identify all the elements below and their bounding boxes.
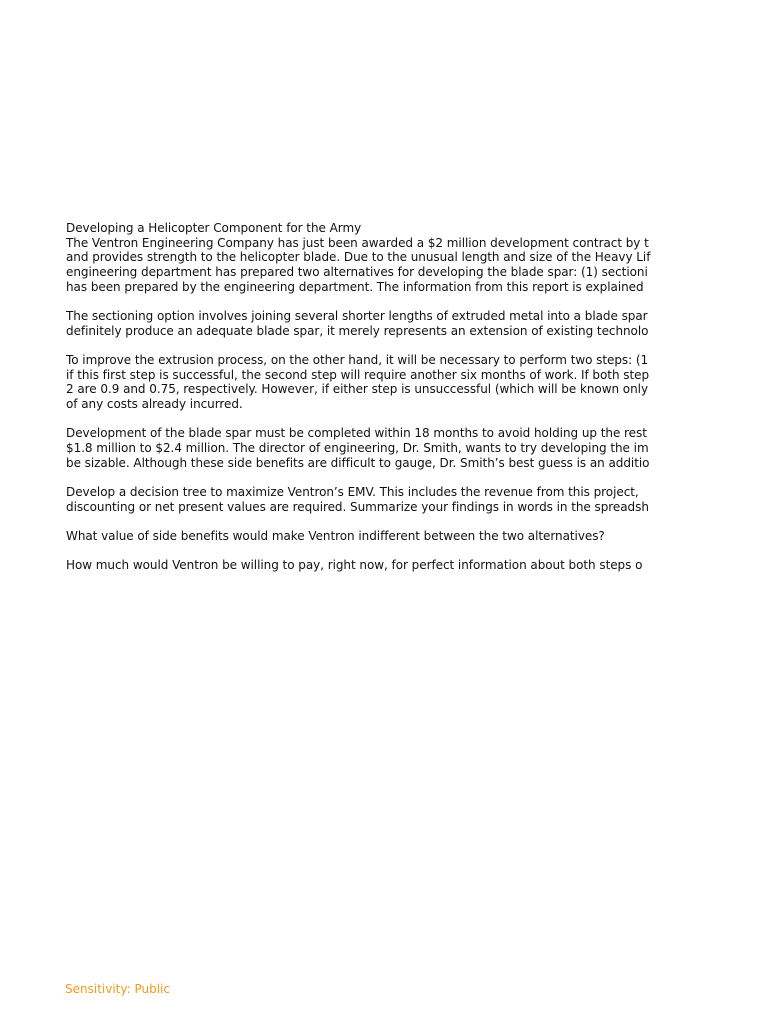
- paragraph-line: discounting or net present values are required. Summarize your findings in words in the spreadsh: [66, 499, 649, 514]
- paragraph: [66, 485, 676, 514]
- paragraph-line: Develop a decision tree to maximize Ventron’s EMV. This includes the revenue from this project,: [66, 485, 639, 499]
- paragraph-spacer: [66, 412, 676, 427]
- paragraph-line: To improve the extrusion process, on the other hand, it will be necessary to perform two steps: (1: [66, 353, 649, 367]
- paragraph-spacer: [66, 470, 676, 485]
- paragraph-line: The sectioning option involves joining several shorter lengths of extruded metal into a blade spar: [66, 309, 648, 324]
- paragraph-line: Development of the blade spar must be completed within 18 months to avoid holding up the rest: [66, 426, 647, 441]
- paragraph-line: engineering department has prepared two alternatives for developing the blade spar: (1) sectioni: [66, 265, 648, 280]
- paragraph-spacer: [66, 294, 676, 309]
- sensitivity-label: Sensitivity: Public: [65, 982, 170, 996]
- document-body: [66, 221, 676, 573]
- paragraph: [66, 426, 676, 470]
- paragraph: [66, 309, 676, 338]
- paragraph-spacer: [66, 338, 676, 353]
- paragraph-line: of any costs already incurred.: [66, 397, 243, 412]
- paragraph-spacer: [66, 514, 676, 529]
- paragraph-line: The Ventron Engineering Company has just been awarded a $2 million development contract by t: [66, 235, 649, 250]
- paragraph-line: $1.8 million to $2.4 million. The director of engineering, Dr. Smith, wants to try developing the im: [66, 441, 649, 456]
- paragraph: [66, 236, 676, 295]
- paragraph-line: 2 are 0.9 and 0.75, respectively. However, if either step is unsuccessful (which will be known only: [66, 382, 648, 397]
- paragraph-line: if this first step is successful, the second step will require another six months of work. If both step: [66, 367, 650, 382]
- paragraph: [66, 353, 676, 412]
- paragraph-line: What value of side benefits would make Ventron indifferent between the two alternatives?: [66, 528, 605, 543]
- paragraph-line: definitely produce an adequate blade spar, it merely represents an extension of existing technolo: [66, 323, 649, 338]
- paragraph: [66, 529, 676, 544]
- paragraph-line: be sizable. Although these side benefits are difficult to gauge, Dr. Smith’s best guess is an additio: [66, 455, 650, 470]
- document-title: Developing a Helicopter Component for the Army: [66, 221, 362, 235]
- paragraph-line: has been prepared by the engineering department. The information from this report is explained: [66, 279, 644, 294]
- paragraph-line: How much would Ventron be willing to pay, right now, for perfect information about both steps o: [66, 558, 643, 573]
- paragraph: [66, 558, 676, 573]
- paragraph-spacer: [66, 544, 676, 559]
- paragraph-line: and provides strength to the helicopter blade. Due to the unusual length and size of the Heavy Lif: [66, 250, 651, 265]
